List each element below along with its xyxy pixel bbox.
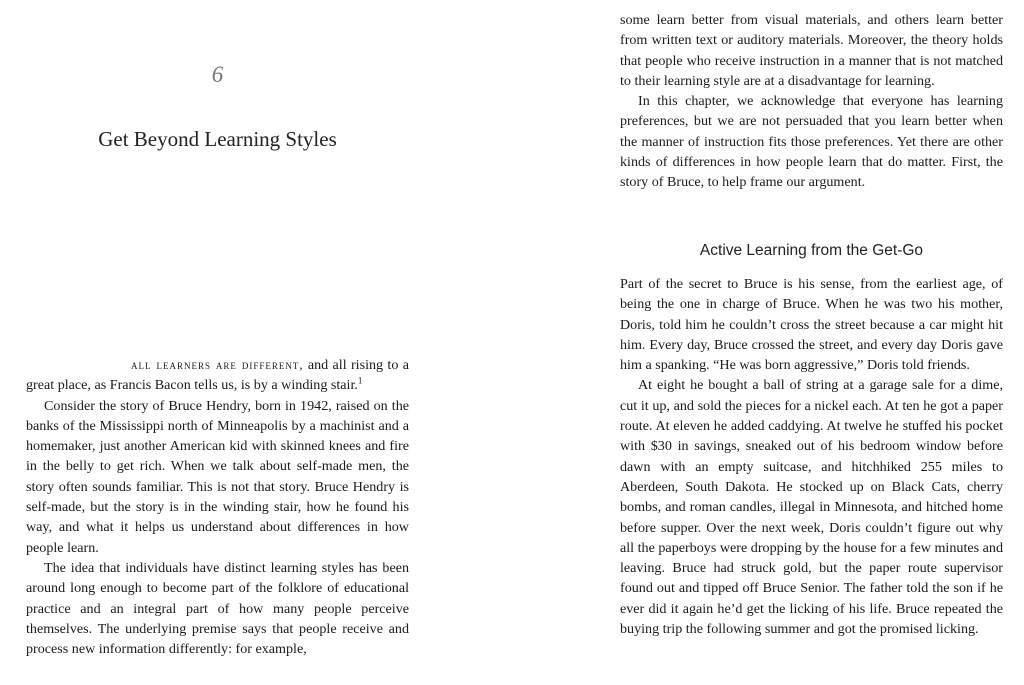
right-page [620,0,1003,685]
paragraph: The idea that individuals have distinct learning styles has been around long enough to become part of the folklore of educational practice and an integral part of how many people perceive themselves. The underlying premise says that people receive and process new information differently: for example, [26,559,409,658]
section-heading: Active Learning from the Get-Go [699,242,924,259]
paragraph: At eight he bought a ball of string at a garage sale for a dime, cut it up, and sold the pieces for a nickel each. At ten he got a paper route. At eleven he added caddying. At twelve he stuffed his pocket with $30 in savings, sneaked out of his bedroom window before dawn with an empty suitcase, and hitchhiked 255 miles to Aberdeen, South Dakota. He stocked up on Black Cats, cherry bombs, and roman candles, illegal in Minnesota, and hitched home before supper. Over the next week, Doris couldn’t figure out why all the paperboys were dropping by the house for a few minutes and leaving. Bruce had struck gold, but the paper route supervisor found out and tipped off Bruce Senior. The father told the son if he ever did it again he’d get the licking of his life. Bruce repeated the buying trip the following summer and got the promised licking. [620,377,1003,638]
left-page [26,0,409,685]
right-section-text [620,274,1003,639]
opening-small-caps: all learners are different, [131,358,304,372]
paragraph: Consider the story of Bruce Hendry, born in 1942, raised on the banks of the Mississippi north of Minneapolis by a machinist and a homemaker, just another American kid with skinned knees and fire in the belly to get rich. When we talk about self-made men, the story often sounds familiar. This is not that story. Bruce Hendry is self-made, but the story is in the winding stair, how he found his way, and what it helps us understand about differences in how people learn. [26,397,409,556]
chapter-number: 6 [211,62,224,87]
paragraph: In this chapter, we acknowledge that everyone has learning preferences, but we are not persuaded that you learn better when the manner of instruction fits those preferences. Yet there are other kinds of differences in how people learn that do matter. First, the story of Bruce, to help frame our argument. [620,93,1003,191]
right-top-text [620,10,1003,193]
paragraph: Part of the secret to Bruce is his sense, from the earliest age, of being the one in charge of Bruce. When he was two his mother, Doris, told him he couldn’t cross the street because a car might hit him. Every day, Bruce crossed the street, and every day Doris gave him a spanking. “He was born aggressive,” Doris told friends. [620,276,1003,374]
opening-rest: and all rising to a great place, as Francis Bacon tells us, is by a winding stair. [26,357,409,394]
opening-paragraph [26,355,409,396]
footnote-reference[interactable]: 1 [357,375,363,386]
left-body-text [26,355,409,659]
chapter-title: Get Beyond Learning Styles [98,127,337,151]
paragraph: some learn better from visual materials, and others learn better from written text or auditory materials. Moreover, the theory holds that people who receive instruction in a manner that is not matched to their learning style are at a disadvantage for learning. [620,12,1003,89]
